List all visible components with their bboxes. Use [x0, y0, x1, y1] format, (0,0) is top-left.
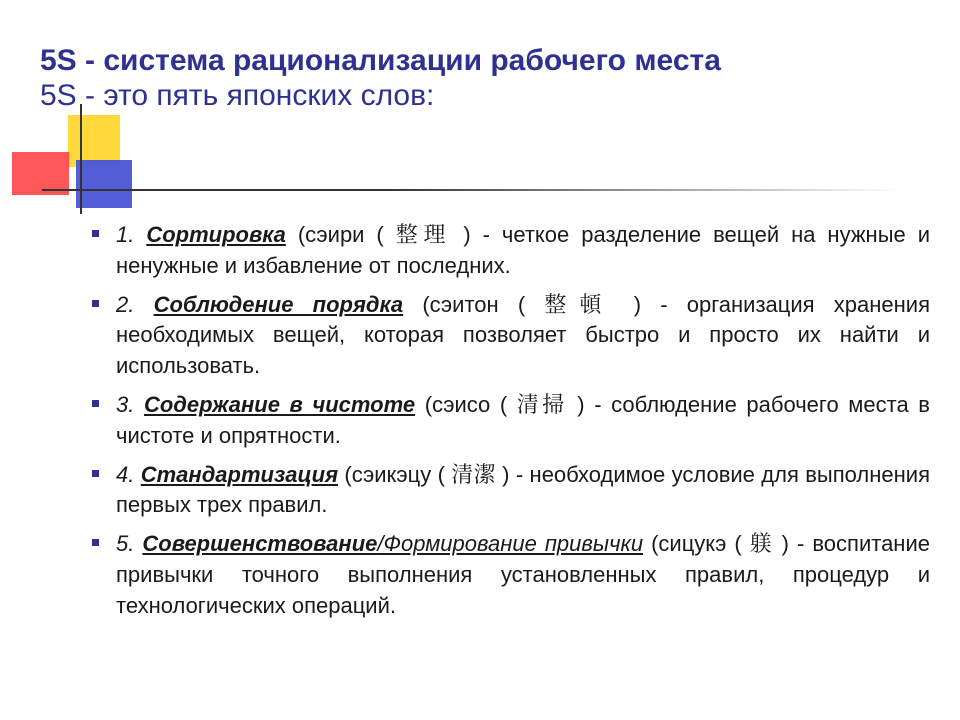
item-term: Совершенствование [142, 531, 378, 557]
item-number: 2. [116, 291, 135, 317]
item-number: 5. [116, 531, 135, 557]
list-item [92, 529, 930, 621]
decor-blue-square [76, 160, 132, 208]
item-number: 1. [116, 222, 135, 247]
list-item [92, 460, 930, 522]
bullet-icon [92, 300, 99, 307]
principles-list [92, 220, 930, 630]
decor-vertical-line [80, 104, 82, 214]
item-text: (сэисо ( 清掃 ) - соблюдение рабочего места в чистоте и опрятности. [116, 391, 930, 448]
list-item [92, 290, 930, 382]
bullet-icon [92, 539, 99, 546]
item-text: (сэитон ( 整頓 ) - организация хранения необходимых вещей, которая позволяет быстро и просто их найти и использовать. [116, 291, 930, 379]
item-number: 3. [116, 391, 135, 417]
item-term: Сортировка [146, 222, 286, 247]
list-item [92, 220, 930, 282]
item-text: (сэири ( 整理 ) - четкое разделение вещей на нужные и ненужные и избавление от последних. [116, 222, 930, 278]
item-term: Стандартизация [140, 461, 339, 487]
bullet-icon [92, 470, 99, 477]
title-line-2: 5S - это пять японских слов: [40, 78, 435, 112]
item-number: 4. [116, 461, 135, 487]
slide-title [40, 44, 940, 113]
item-text: (сицукэ ( 躾 ) - воспитание привычки точного выполнения установленных правил, процедур и технологических операций. [116, 531, 930, 618]
item-text: (сэикэцу ( 清潔 ) - необходимое условие для выполнения первых трех правил. [116, 461, 930, 518]
bullet-icon [92, 230, 99, 237]
bullet-icon [92, 400, 99, 407]
item-term: Соблюдение порядка [153, 291, 404, 317]
item-term-alt: /Формирование привычки [377, 531, 644, 557]
title-line-1: 5S - система рационализации рабочего места [40, 44, 721, 77]
item-term: Содержание в чистоте [143, 391, 416, 417]
list-item [92, 390, 930, 452]
decor-horizontal-rule [42, 189, 902, 191]
